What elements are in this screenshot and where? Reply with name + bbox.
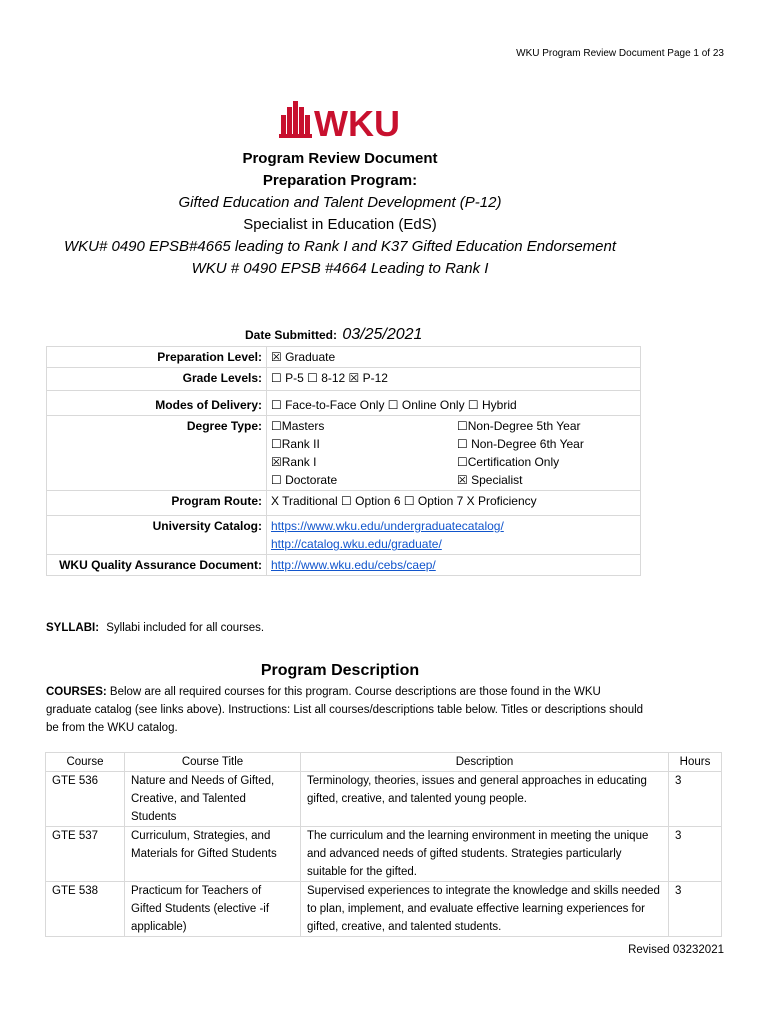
course-description: The curriculum and the learning environment in meeting the unique and advanced needs of gifted students. Strategies particularly suitable for the gifted.	[301, 827, 669, 882]
courses-text: Below are all required courses for this program. Course descriptions are those found in the WKU graduate catalog (see links above). Instructions: List all courses/descriptions table below. Titles or descriptions should be from the WKU catalog.	[46, 686, 644, 734]
program-name: Gifted Education and Talent Development (P-12)	[178, 194, 502, 211]
col-header-description: Description	[301, 753, 669, 772]
modes-label: Modes of Delivery:	[47, 391, 267, 416]
degree-label: Degree Type:	[47, 416, 267, 491]
info-row-prep-level	[47, 347, 641, 368]
course-hours: 3	[669, 882, 722, 937]
catalog-label: University Catalog:	[47, 516, 267, 555]
info-row-modes	[47, 391, 641, 416]
route-label: Program Route:	[47, 491, 267, 516]
course-description: Terminology, theories, issues and general approaches in educating gifted, creative, and talented young people.	[301, 772, 669, 827]
table-row	[46, 827, 722, 882]
prep-level-value: ☒ Graduate	[267, 347, 641, 368]
course-title: Curriculum, Strategies, and Materials for Gifted Students	[125, 827, 301, 882]
date-label: Date Submitted:	[245, 328, 338, 342]
degree-option: ☐Masters	[271, 419, 325, 433]
wku-logo	[279, 101, 401, 141]
syllabi-text: Syllabi included for all courses.	[106, 622, 265, 634]
graduate-catalog-link[interactable]: http://catalog.wku.edu/graduate/	[271, 537, 442, 551]
doc-subtitle: Preparation Program:	[262, 172, 418, 189]
course-code: GTE 536	[46, 772, 125, 827]
course-title: Nature and Needs of Gifted, Creative, and Talented Students	[125, 772, 301, 827]
degree-option: ☐Rank II	[271, 437, 320, 451]
col-header-title: Course Title	[125, 753, 301, 772]
grade-levels-value: ☐ P-5 ☐ 8-12 ☒ P-12	[267, 368, 641, 391]
program-codes-1: WKU# 0490 EPSB#4665 leading to Rank I and K37 Gifted Education Endorsement	[63, 238, 617, 255]
prep-level-label: Preparation Level:	[47, 347, 267, 368]
page-header: WKU Program Review Document Page 1 of 23	[516, 48, 724, 59]
info-row-route	[47, 491, 641, 516]
qa-document-link[interactable]: http://www.wku.edu/cebs/caep/	[271, 558, 436, 572]
info-row-catalog	[47, 516, 641, 555]
qa-label: WKU Quality Assurance Document:	[47, 555, 267, 576]
degree-option: ☒Rank I	[271, 455, 317, 469]
course-description: Supervised experiences to integrate the knowledge and skills needed to plan, implement, and evaluate effective learning experiences for gifted, creative, and talented students.	[301, 882, 669, 937]
col-header-hours: Hours	[669, 753, 722, 772]
grade-levels-label: Grade Levels:	[47, 368, 267, 391]
revision-date: Revised 03232021	[628, 944, 724, 956]
course-code: GTE 538	[46, 882, 125, 937]
degree-name: Specialist in Education (EdS)	[243, 216, 437, 233]
program-description-heading: Program Description	[260, 662, 420, 679]
info-row-grade-levels	[47, 368, 641, 391]
qa-link-cell	[267, 555, 641, 576]
degree-option: ☐ Non-Degree 6th Year	[457, 437, 584, 451]
course-title: Practicum for Teachers of Gifted Students (elective -if applicable)	[125, 882, 301, 937]
date-value: 03/25/2021	[342, 326, 423, 343]
course-table-header	[46, 753, 722, 772]
table-row	[46, 882, 722, 937]
modes-value: ☐ Face-to-Face Only ☐ Online Only ☐ Hybrid	[267, 391, 641, 416]
courses-label: COURSES:	[46, 686, 107, 698]
program-info-table	[46, 346, 641, 576]
course-table	[45, 752, 722, 937]
table-row	[46, 772, 722, 827]
syllabi-note	[46, 622, 264, 634]
doc-title: Program Review Document	[242, 150, 438, 167]
degree-col-2	[457, 417, 584, 489]
degree-option: ☒ Specialist	[457, 473, 523, 487]
courses-intro	[46, 683, 646, 737]
route-value: X Traditional ☐ Option 6 ☐ Option 7 X Proficiency	[267, 491, 641, 516]
program-codes-2: WKU # 0490 EPSB #4664 Leading to Rank I	[191, 260, 489, 277]
degree-option: ☐ Doctorate	[271, 473, 338, 487]
info-row-degree	[47, 416, 641, 491]
logo-wordmark: WKU	[314, 103, 400, 141]
course-hours: 3	[669, 827, 722, 882]
col-header-course: Course	[46, 753, 125, 772]
degree-value	[267, 416, 641, 491]
degree-option: ☐Non-Degree 5th Year	[457, 419, 581, 433]
course-hours: 3	[669, 772, 722, 827]
catalog-links	[267, 516, 641, 555]
undergrad-catalog-link[interactable]: https://www.wku.edu/undergraduatecatalog/	[271, 519, 504, 533]
course-code: GTE 537	[46, 827, 125, 882]
degree-option: ☐Certification Only	[457, 455, 560, 469]
info-row-qa	[47, 555, 641, 576]
date-submitted	[245, 326, 422, 344]
syllabi-label: SYLLABI:	[46, 622, 100, 634]
degree-col-1	[271, 417, 457, 489]
